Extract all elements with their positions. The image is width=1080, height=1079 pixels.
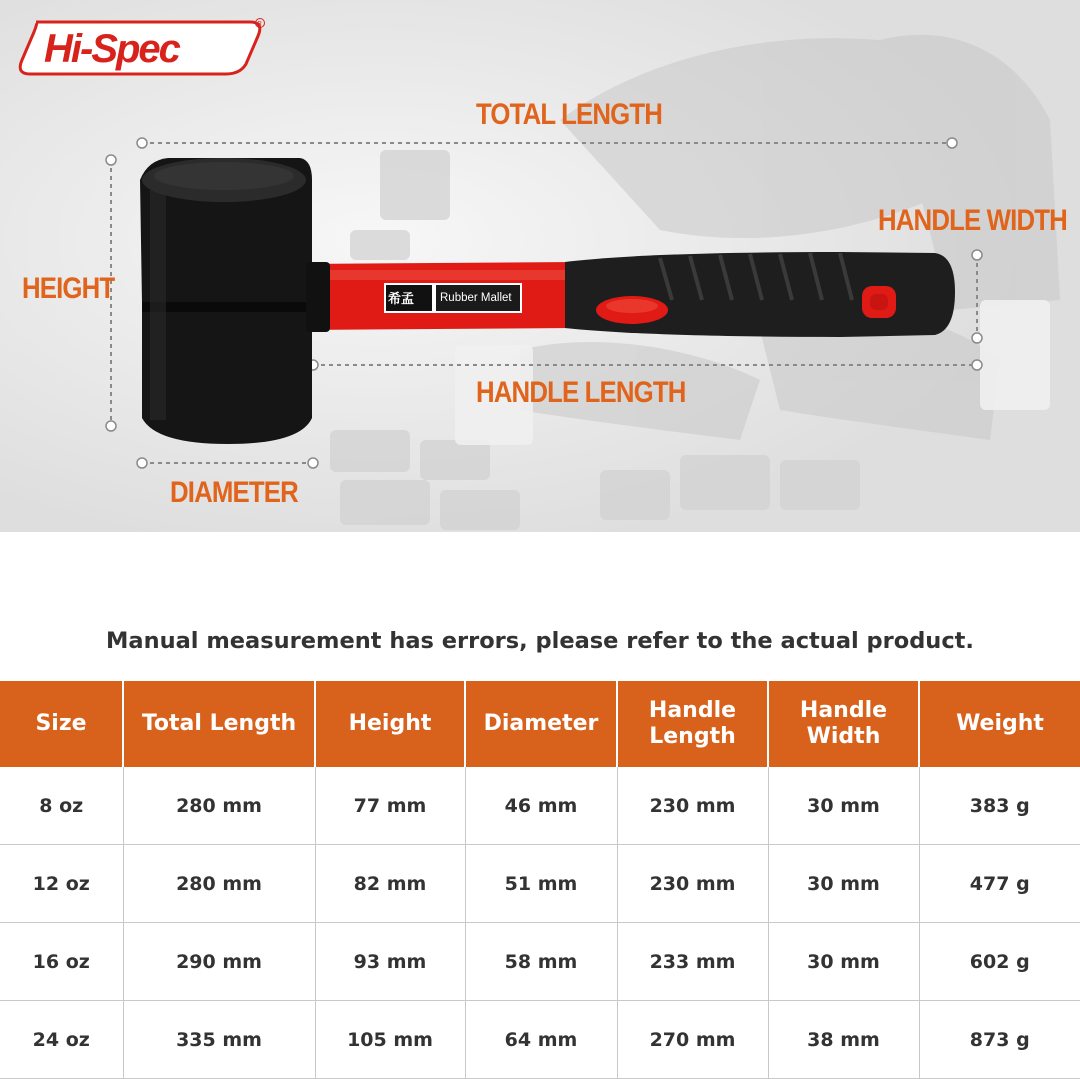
- svg-text:Hi-Spec: Hi-Spec: [44, 27, 179, 71]
- product-hero: [0, 0, 1080, 532]
- handle-width-label: HANDLE WIDTH: [878, 204, 1067, 237]
- cell-handle-length: 230 mm: [617, 845, 768, 923]
- header-height: Height: [315, 681, 465, 767]
- header-handle-width: Handle Width: [768, 681, 919, 767]
- cell-size: 12 oz: [0, 845, 123, 923]
- table-header-row: [0, 681, 1080, 767]
- rubber-mallet-image: [0, 0, 1080, 532]
- cell-handle-width: 30 mm: [768, 845, 919, 923]
- cell-diameter: 51 mm: [465, 845, 617, 923]
- height-label: HEIGHT: [22, 272, 115, 305]
- diameter-label: DIAMETER: [170, 476, 298, 509]
- table-row: [0, 767, 1080, 845]
- cell-handle-width: 30 mm: [768, 767, 919, 845]
- cell-height: 93 mm: [315, 923, 465, 1001]
- cell-total-length: 290 mm: [123, 923, 315, 1001]
- table-row: [0, 845, 1080, 923]
- table-row: [0, 1001, 1080, 1079]
- header-diameter: Diameter: [465, 681, 617, 767]
- cell-handle-length: 233 mm: [617, 923, 768, 1001]
- total-length-label: TOTAL LENGTH: [476, 98, 663, 131]
- cell-weight: 383 g: [919, 767, 1080, 845]
- header-total-length: Total Length: [123, 681, 315, 767]
- cell-diameter: 64 mm: [465, 1001, 617, 1079]
- product-label-name: Rubber Mallet: [440, 292, 512, 304]
- table-row: [0, 923, 1080, 1001]
- handle-length-label: HANDLE LENGTH: [476, 376, 686, 409]
- cell-handle-length: 270 mm: [617, 1001, 768, 1079]
- cell-weight: 873 g: [919, 1001, 1080, 1079]
- cell-handle-width: 30 mm: [768, 923, 919, 1001]
- cell-total-length: 280 mm: [123, 845, 315, 923]
- cell-total-length: 280 mm: [123, 767, 315, 845]
- cell-handle-width: 38 mm: [768, 1001, 919, 1079]
- cell-handle-length: 230 mm: [617, 767, 768, 845]
- cell-height: 105 mm: [315, 1001, 465, 1079]
- cell-total-length: 335 mm: [123, 1001, 315, 1079]
- svg-text:R: R: [257, 21, 262, 28]
- cell-weight: 602 g: [919, 923, 1080, 1001]
- cell-height: 82 mm: [315, 845, 465, 923]
- cell-size: 16 oz: [0, 923, 123, 1001]
- spec-table: [0, 681, 1080, 1079]
- cell-weight: 477 g: [919, 845, 1080, 923]
- cell-height: 77 mm: [315, 767, 465, 845]
- measurement-note: Manual measurement has errors, please refer to the actual product.: [106, 628, 974, 654]
- cell-diameter: 58 mm: [465, 923, 617, 1001]
- header-weight: Weight: [919, 681, 1080, 767]
- product-label-cjk: 希孟: [388, 292, 415, 307]
- header-size: Size: [0, 681, 123, 767]
- cell-diameter: 46 mm: [465, 767, 617, 845]
- cell-size: 24 oz: [0, 1001, 123, 1079]
- cell-size: 8 oz: [0, 767, 123, 845]
- header-handle-length: Handle Length: [617, 681, 768, 767]
